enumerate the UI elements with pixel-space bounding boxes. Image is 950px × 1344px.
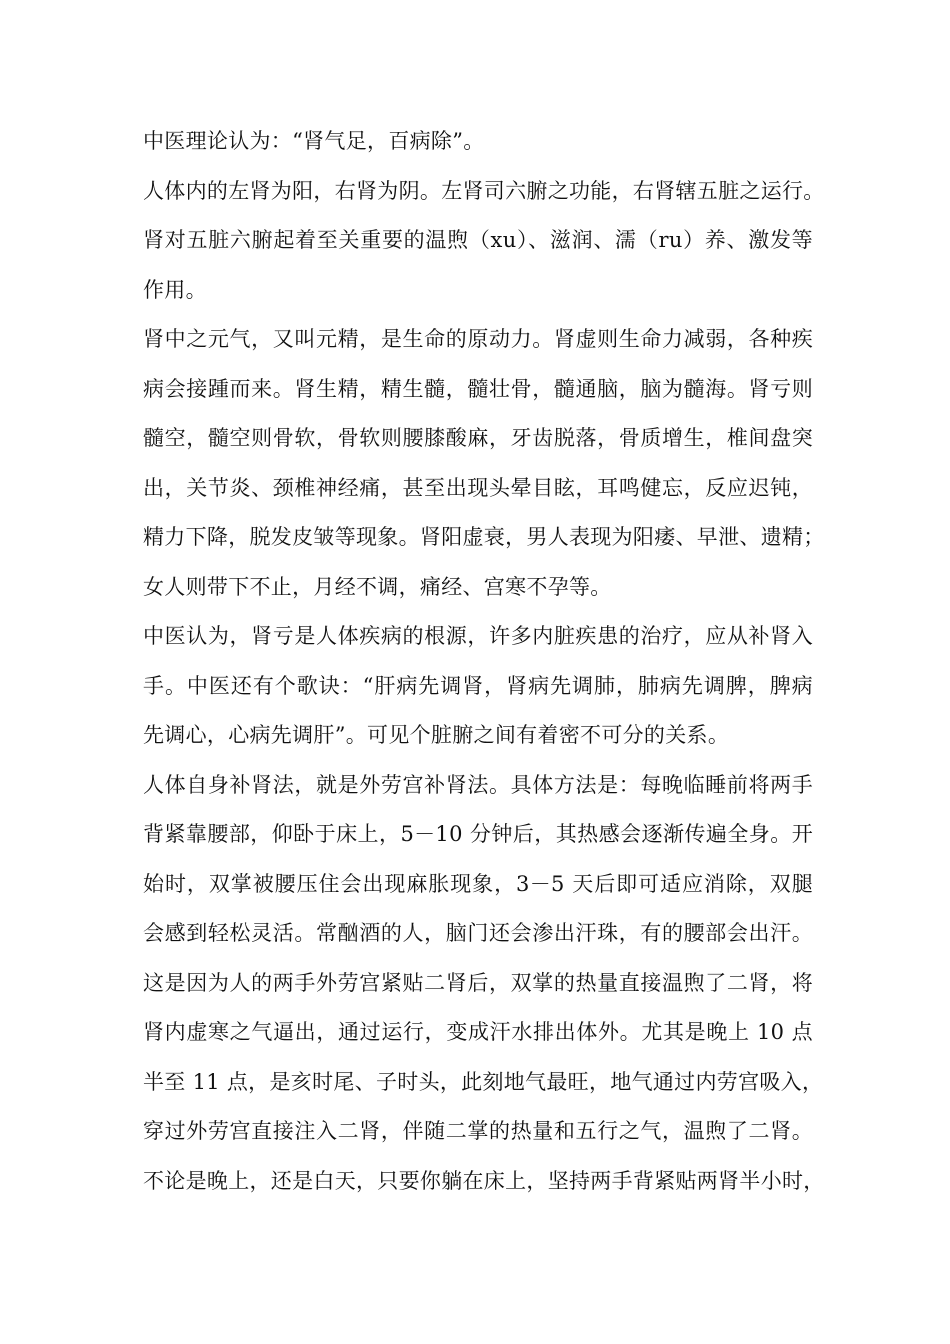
paragraph-3 [143,315,825,612]
text-line: 人体自身补肾法，就是外劳宫补肾法。具体方法是：每晚临睡前将两手 [143,772,813,797]
paragraph-1 [143,117,813,167]
text-line: 精力下降，脱发皮皱等现象。肾阳虚衰，男人表现为阳痿、早泄、遗精； [143,525,825,549]
text-line: 出，关节炎、颈椎神经痛，甚至出现头晕目眩，耳鸣健忘，反应迟钝， [143,475,813,500]
text-line: 中医认为，肾亏是人体疾病的根源，许多内脏疾患的治疗，应从补肾入 [143,624,813,648]
text-line: 手。中医还有个歌诀：“肝病先调肾，肾病先调肺，肺病先调脾，脾病 [143,673,813,698]
text-line: 髓空，髓空则骨软，骨软则腰膝酸麻，牙齿脱落，骨质增生，椎间盘突 [143,426,813,450]
text-line: 中医理论认为：“肾气足，百病除”。 [143,129,485,153]
text-line: 背紧靠腰部，仰卧于床上，5－10 分钟后，其热感会逐渐传遍全身。开 [143,822,813,846]
text-line: 会感到轻松灵活。常酗酒的人，脑门还会渗出汗珠，有的腰部会出汗。 [143,921,813,945]
text-line: 人体内的左肾为阳，右肾为阴。左肾司六腑之功能，右肾辖五脏之运行。 [143,178,825,203]
paragraph-2 [143,167,825,316]
text-line: 始时，双掌被腰压住会出现麻胀现象，3－5 天后即可适应消除，双腿 [143,871,813,896]
text-line: 半至 11 点，是亥时尾、子时头，此刻地气最旺，地气通过内劳宫吸入， [143,1069,824,1094]
text-line: 肾内虚寒之气逼出，通过运行，变成汗水排出体外。尤其是晚上 10 点 [143,1020,813,1044]
paragraph-4 [143,612,813,761]
text-line: 作用。 [143,277,207,302]
text-line: 肾中之元气，又叫元精，是生命的原动力。肾虚则生命力减弱，各种疾 [143,327,813,351]
text-line: 不论是晚上，还是白天，只要你躺在床上，坚持两手背紧贴两肾半小时， [143,1168,825,1193]
text-line: 穿过外劳宫直接注入二肾，伴随二掌的热量和五行之气，温煦了二肾。 [143,1119,813,1143]
text-line: 肾对五脏六腑起着至关重要的温煦（xu）、滋润、濡（ru）养、激发等 [143,228,813,252]
text-line: 女人则带下不止，月经不调，痛经、宫寒不孕等。 [143,574,612,599]
document-body [143,117,825,1206]
text-line: 病会接踵而来。肾生精，精生髓，髓壮骨，髓通脑，脑为髓海。肾亏则 [143,376,813,401]
text-line: 这是因为人的两手外劳宫紧贴二肾后，双掌的热量直接温煦了二肾，将 [143,970,813,995]
text-line: 先调心，心病先调肝”。可见个脏腑之间有着密不可分的关系。 [143,723,730,747]
paragraph-5 [143,761,825,1207]
